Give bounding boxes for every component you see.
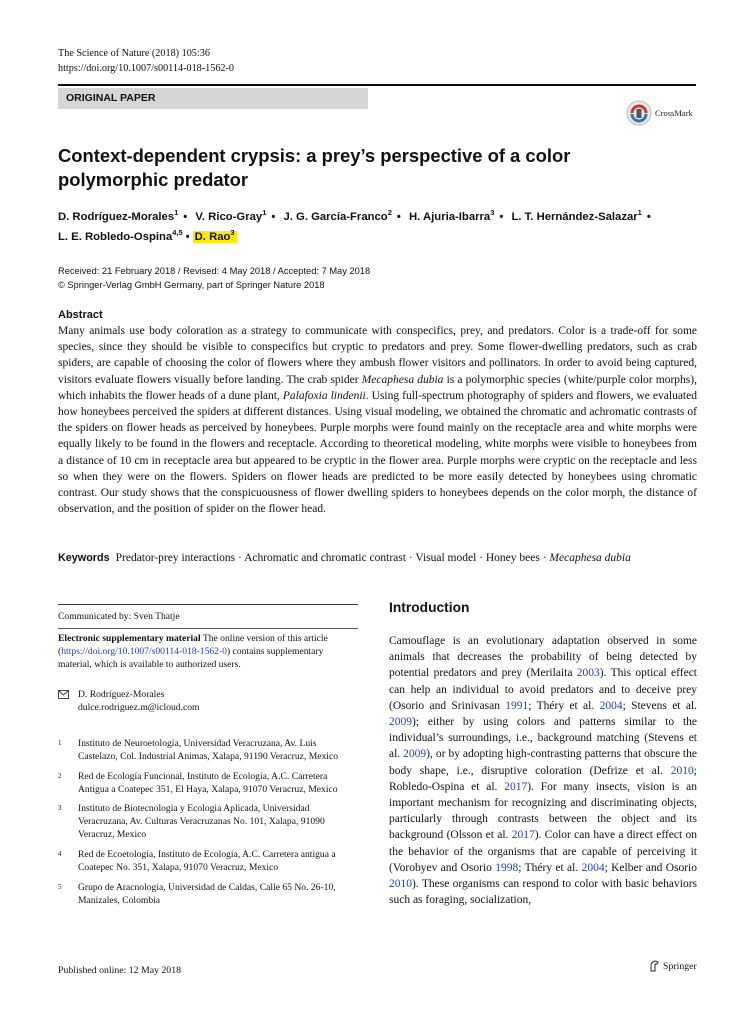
footnote-rule <box>58 604 358 605</box>
corresponding-author <box>58 688 358 714</box>
affiliation: 2 Red de Ecología Funcional, Instituto de Ecología, A.C. Carretera Antigua a Coatepec 351, El Haya, Xalapa, 91070 Veracruz, Mexico <box>58 771 338 795</box>
keywords: Keywords Predator-prey interactions · Achromatic and chromatic contrast · Visual model · Honey bees · Mecaphesa dubia <box>58 552 631 564</box>
author[interactable]: J. G. García-Franco$^2$ <box>283 208 392 223</box>
citation-link[interactable]: 2009 <box>389 716 412 729</box>
author[interactable]: V. Rico-Gray$^1$ <box>195 208 267 223</box>
affiliation: 4 Red de Ecoetología, Instituto de Ecología, A.C. Carretera antigua a Coatepec No. 351, Xalapa, 91070 Veracruz, Mexico <box>58 849 336 873</box>
journal-name-volume: The Science of Nature (2018) 105:36 <box>58 48 210 59</box>
keywords-heading: Keywords <box>58 552 110 564</box>
author-highlighted[interactable]: D. Rao$^3$ <box>194 228 235 243</box>
author-list: D. Rodríguez-Morales$^1$ • V. Rico-Gray$^1$ • J. G. García-Franco$^2$ • H. Ajuria-Ibarra$^3$ • L. T. Hernández-Salazar$^1$ • L. E. Robledo-Ospina$^{4,5}$ • D. Rao$^3$ <box>58 208 651 243</box>
journal-doi[interactable]: https://doi.org/10.1007/s00114-018-1562-0 <box>58 63 235 74</box>
esm-link[interactable]: https://doi.org/10.1007/s00114-018-1562-0 <box>61 646 227 657</box>
introduction-body: Camouflage is an evolutionary adaptation observed in some animals that decreases the probability of being detected by potential predators and prey (Merilaita 2003). This optical effect can help an individual to avoid predators and to deceive prey (Osorio and Srinivasan 1991; Théry et al. 2004; Stevens et al. 2009); either by using colors and patterns similar to the individual’s surroundings, i.e., background matching (Stevens et al. 2009), or by adopting high-contrasting patterns that obscure the body shape, i.e., disruptive coloration (Defrize et al. 2010; Robledo-Ospina et al. 2017). For many insects, vision is an important mechanism for recognizing and discriminating objects, particularly through contrasts between the object and its background (Olsson et al. 2017). Color can have a direct effect on the behavior of the organisms that are capable of perceiving it (Vorobyev and Osorio 1998; Théry et al. 2004; Kelber and Osorio 2010). These organisms can respond to color with basic behaviors such as foraging, socialization, <box>389 635 698 907</box>
footnote-rule-2 <box>58 628 358 629</box>
author[interactable]: L. T. Hernández-Salazar$^1$ <box>511 208 642 223</box>
citation-link[interactable]: 2004 <box>581 861 605 874</box>
corresponding-email[interactable]: dulce.rodriguez.m@icloud.com <box>78 702 200 713</box>
crossmark-icon <box>626 100 652 126</box>
article-history <box>58 265 370 292</box>
affiliation: 1 Instituto de Neuroetología, Universidad Veracruzana, Av. Luis Castelazo, Col. Industrial Animas, Xalapa, 91190 Veracruz, Mexico <box>58 738 339 762</box>
copyright-line: © Springer-Verlag GmbH Germany, part of Springer Nature 2018 <box>58 279 325 290</box>
abstract-heading: Abstract <box>58 309 103 321</box>
author[interactable]: L. E. Robledo-Ospina$^{4,5}$ <box>58 228 183 243</box>
author[interactable]: H. Ajuria-Ibarra$^3$ <box>408 208 495 223</box>
paper-type-banner: ORIGINAL PAPER <box>58 88 368 109</box>
introduction-heading: Introduction <box>389 600 470 615</box>
citation-link[interactable]: 2010 <box>670 764 694 777</box>
citation-link[interactable]: 2003 <box>576 667 600 680</box>
affiliation: 3 Instituto de Biotecnologia y Ecologia Aplicada, Universidad Veracruzana, Av. Culturas Veracruzanas No. 101, Xalapa, 91090 Veracruz, Mexico <box>58 803 325 840</box>
citation-link[interactable]: 2004 <box>599 699 623 712</box>
citation-link[interactable]: 2017 <box>504 780 528 793</box>
communicated-by: Communicated by: Sven Thatje <box>58 611 180 622</box>
affiliation: 5 Grupo de Aracnología, Universidad de Caldas, Calle 65 No. 26-10, Manizales, Colombia <box>58 882 336 906</box>
citation-link[interactable]: 2010 <box>389 878 412 891</box>
published-online: Published online: 12 May 2018 <box>58 965 182 976</box>
citation-link[interactable]: 1991 <box>505 699 529 712</box>
envelope-icon <box>58 688 78 714</box>
header-rule <box>58 84 696 86</box>
springer-logo: Springer <box>649 960 697 972</box>
crossmark-badge[interactable] <box>626 100 693 126</box>
citation-link[interactable]: 2017 <box>511 829 535 842</box>
abstract-body: Many animals use body coloration as a strategy to communicate with conspecifics, prey, and predators. Color is a trade-off for some species, since they should be visible to conspecifics but cryptic to predators and prey. Some flower-dwelling predators, such as crab spiders, are capable of choosing the color of flowers where they ambush flower visitors and pollinators. In order to avoid being captured, visitors evaluate flowers visually before landing. The crab spider Mecaphesa dubia is a polymorphic species (white/purple color morphs), which inhabits the flower heads of a dune plant, Palafoxia lindenii. Using full-spectrum photography of spiders and flowers, we evaluated how honeybees perceived the spiders at different distances. Using visual modeling, we obtained the chromatic and achromatic contrasts of the spiders on flower heads as perceived by honeybees. Purple morphs were found mainly on the receptacle area and white morphs were equally likely to be found in the flowers and receptacle. According to theoretical modeling, white morphs were visible to honeybees from a distance of 10 cm in receptacle area but appeared to be cryptic in the flower area. Purple morphs were cryptic on the receptacle and less so when they were on the flowers. Spiders on flower heads are predicted to be more easily detected by honeybees using chromatic contrast. Our study shows that the conspicuousness of flower dwelling spiders to honeybees depends on the color morph, the distance of observation, and the position of spider on the flower head. <box>58 325 697 516</box>
esm-note: Electronic supplementary material The online version of this article (https://doi.org/10.1007/s00114-018-1562-0) contains supplementary material, which is available to authorized users. <box>58 633 328 670</box>
citation-link[interactable]: 2009 <box>403 748 427 761</box>
corresponding-name: D. Rodríguez-Morales <box>78 689 165 700</box>
horse-icon <box>649 960 660 972</box>
crossmark-label: CrossMark <box>655 108 693 118</box>
citation-link[interactable]: 1998 <box>495 861 519 874</box>
author[interactable]: D. Rodríguez-Morales$^1$ <box>58 208 179 223</box>
journal-citation <box>58 46 234 76</box>
paper-title: Context-dependent crypsis: a prey’s perspective of a color polymorphic predator <box>58 145 571 190</box>
received-dates: Received: 21 February 2018 / Revised: 4 May 2018 / Accepted: 7 May 2018 <box>58 266 371 276</box>
